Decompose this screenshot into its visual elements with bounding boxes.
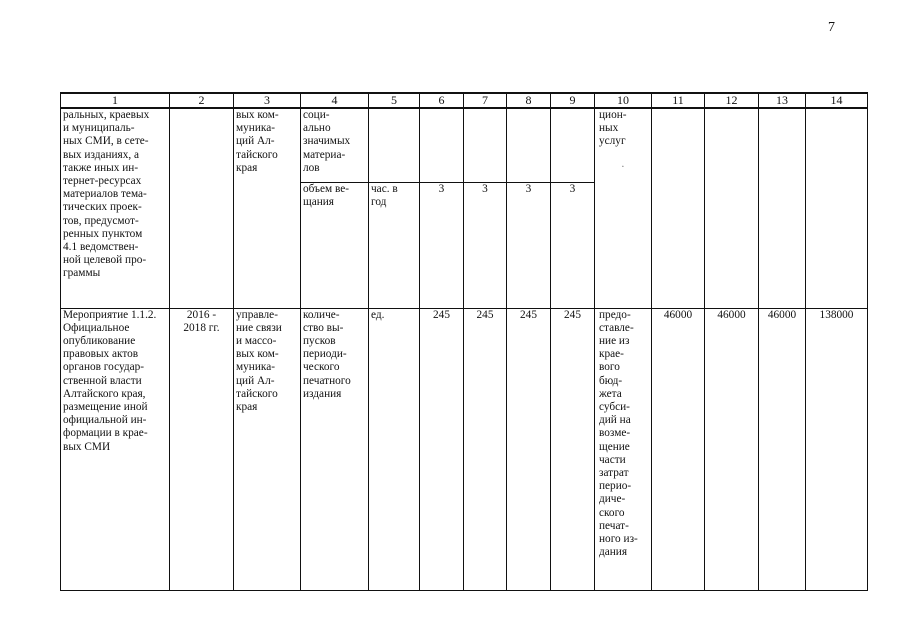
column-number: 13: [759, 93, 806, 108]
column-number: 4: [301, 93, 369, 108]
cell-measure-name-continued: ральных, краевых и муниципаль- ных СМИ, в сете- вых изданиях, а также иных ин- тернет-ресурсах материалов тема- тических проек- тов, предусмот- ренных пунктом 4.1 ведомствен- ной целевой про- граммы: [61, 108, 170, 308]
table-row-measure-1-1-2: [61, 308, 868, 590]
cell-unit-empty: [369, 108, 420, 182]
cell-value: 245: [507, 308, 551, 590]
cell-executor-continued: вых ком- муника- ций Ал- тайского края: [234, 108, 301, 308]
stray-mark: ·: [621, 160, 625, 173]
cell-finance-empty: [759, 108, 806, 308]
cell-finance: 46000: [705, 308, 759, 590]
cell-source: предо- ставле- ние из крае- вого бюд- жета субси- дий на возме- щение части затрат перио- диче- ского печат- ного из- дания: [595, 308, 652, 590]
cell-executor: управле- ние связи и массо- вых ком- муника- ций Ал- тайского края: [234, 308, 301, 590]
cell-value: 3: [420, 182, 464, 308]
cell-total: 138000: [806, 308, 868, 590]
cell-period: 2016 - 2018 гг.: [170, 308, 234, 590]
cell-value: 245: [464, 308, 507, 590]
column-number: 11: [652, 93, 705, 108]
cell-indicator: количе- ство вы- пусков периоди- ческого печатного издания: [301, 308, 369, 590]
column-number: 12: [705, 93, 759, 108]
column-number: 3: [234, 93, 301, 108]
column-number: 6: [420, 93, 464, 108]
page-number: 7: [828, 20, 835, 35]
column-number: 2: [170, 93, 234, 108]
column-number-row: [61, 93, 868, 108]
cell-period-empty: [170, 108, 234, 308]
column-number: 10: [595, 93, 652, 108]
cell-unit: ед.: [369, 308, 420, 590]
column-number: 5: [369, 93, 420, 108]
cell-finance-empty: [705, 108, 759, 308]
cell-value-empty: [507, 108, 551, 182]
program-table: [60, 92, 868, 591]
cell-finance-empty: [652, 108, 705, 308]
column-number: 14: [806, 93, 868, 108]
cell-value-empty: [551, 108, 595, 182]
cell-value: 3: [507, 182, 551, 308]
cell-value: 3: [551, 182, 595, 308]
cell-finance: 46000: [652, 308, 705, 590]
cell-value-empty: [420, 108, 464, 182]
cell-value: 3: [464, 182, 507, 308]
cell-indicator-broadcast: объем ве- щания: [301, 182, 369, 308]
column-number: 9: [551, 93, 595, 108]
cell-value: 245: [551, 308, 595, 590]
source-text: цион- ных услуг: [599, 109, 627, 148]
column-number: 7: [464, 93, 507, 108]
column-number: 1: [61, 93, 170, 108]
cell-source-continued: [595, 108, 652, 308]
cell-measure-name: Мероприятие 1.1.2. Официальное опубликование правовых актов органов государ- ственной власти Алтайского края, размещение иной официальной ин- формации в крае- вых СМИ: [61, 308, 170, 590]
cell-value: 245: [420, 308, 464, 590]
cell-unit-broadcast: час. в год: [369, 182, 420, 308]
table-row-continued: [61, 108, 868, 182]
cell-total-empty: [806, 108, 868, 308]
column-number: 8: [507, 93, 551, 108]
cell-indicator-continued: соци- ально значимых материа- лов: [301, 108, 369, 182]
cell-value-empty: [464, 108, 507, 182]
cell-finance: 46000: [759, 308, 806, 590]
